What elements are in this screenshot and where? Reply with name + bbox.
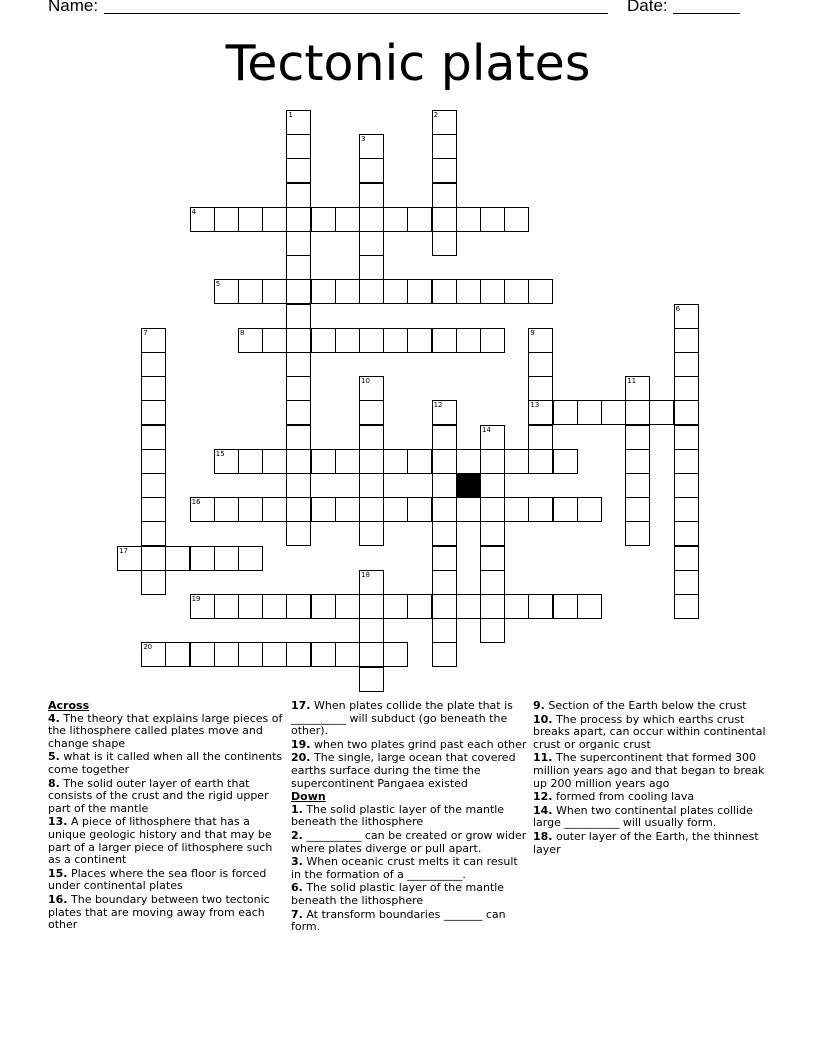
cell-number: 8 [240,328,245,337]
grid-cell[interactable] [141,352,166,377]
grid-cell[interactable] [286,521,311,546]
grid-cell[interactable] [141,473,166,498]
grid-cell[interactable] [480,618,505,643]
clue-number: 2. [291,828,303,842]
grid-cell[interactable] [311,449,336,474]
clue-number: 9. [533,699,545,712]
clue-number: 15. [48,866,68,880]
grid-cell[interactable] [262,642,287,667]
grid-cell[interactable] [359,449,384,474]
grid-cell[interactable] [190,497,215,522]
cell-number: 18 [361,570,370,579]
clue-item [291,909,527,934]
clue-number: 11. [533,751,553,765]
clue-text: outer layer of the Earth, the thinnest layer [533,829,759,856]
grid-cell[interactable] [238,497,263,522]
cell-number: 6 [675,304,681,313]
clues-column-3 [533,700,769,857]
grid-cell[interactable] [504,594,529,619]
clue-text: The process by which earths crust breaks apart, can occur within continental crust or organic crust [533,712,766,751]
grid-cell[interactable] [480,594,505,619]
clue-text: When plates collide the plate that is __________ will subduct (go beneath the other). [291,699,513,738]
grid-cell[interactable] [432,642,457,667]
grid-cell[interactable] [674,594,699,619]
clue-text: The solid plastic layer of the mantle beneath the lithosphere [291,802,505,829]
grid-cell[interactable] [359,497,384,522]
grid-cell[interactable] [141,400,166,425]
grid-cell[interactable] [286,497,311,522]
grid-cell[interactable] [238,546,263,571]
grid-cell[interactable] [141,546,166,571]
cell-number: 2 [433,111,439,119]
down-clue-list [291,804,527,934]
clue-item [291,882,527,907]
grid-cell[interactable] [432,207,457,232]
grid-cell[interactable] [190,594,215,619]
clue-item [291,752,527,790]
grid-cell[interactable] [625,376,650,401]
down-clue-list-continued [533,700,769,856]
grid-cell[interactable] [383,207,408,232]
clue-number: 3. [291,855,303,869]
grid-cell[interactable] [674,449,699,474]
grid-cell[interactable] [383,449,408,474]
cell-number: 20 [143,643,153,652]
clue-text: __________ can be created or grow wider where plates diverge or pull apart. [291,828,527,855]
grid-cell[interactable] [553,449,578,474]
grid-cell[interactable] [286,183,311,208]
grid-cell[interactable] [649,400,674,425]
grid-cell[interactable] [359,667,384,692]
grid-cell[interactable] [577,497,602,522]
grid-cell[interactable] [480,521,505,546]
grid-cell[interactable] [432,134,457,159]
grid-cell[interactable] [432,449,457,474]
grid-cell[interactable] [432,570,457,595]
grid-cell[interactable] [262,449,287,474]
clue-text: When two continental plates collide large __________ will usually form. [533,803,753,830]
clue-text: The theory that explains large pieces of the lithosphere called plates move and change shape [48,711,283,750]
grid-cell[interactable] [286,304,311,329]
grid-cell[interactable] [528,425,553,450]
grid-cell[interactable] [214,642,239,667]
grid-cell[interactable] [335,594,360,619]
clue-text: formed from cooling lava [552,790,695,804]
grid-cell[interactable] [432,497,457,522]
date-label: Date: [627,0,668,15]
grid-cell[interactable] [456,497,481,522]
clue-item [48,778,284,816]
grid-cell[interactable] [238,207,263,232]
grid-cell[interactable] [141,449,166,474]
clue-text: Places where the sea floor is forced under continental plates [48,866,267,893]
grid-cell[interactable] [214,546,239,571]
grid-cell[interactable] [359,425,384,450]
grid-cell[interactable] [359,183,384,208]
grid-cell[interactable] [674,546,699,571]
grid-cell[interactable] [262,497,287,522]
grid-cell[interactable] [432,279,457,304]
grid-cell[interactable] [335,449,360,474]
grid-cell[interactable] [359,618,384,643]
clue-number: 10. [533,712,553,726]
grid-cell[interactable] [359,642,384,667]
grid-cell[interactable] [141,376,166,401]
clue-number: 19. [291,737,311,751]
grid-cell[interactable] [577,594,602,619]
clue-item [533,791,769,804]
grid-cell[interactable] [311,328,336,353]
clue-item [291,830,527,855]
grid-cell[interactable] [407,497,432,522]
grid-cell[interactable] [674,376,699,401]
clue-text: what is it called when all the continents come together [48,750,283,776]
clue-number: 17. [291,699,311,712]
grid-cell[interactable] [480,425,505,450]
grid-cell[interactable] [311,207,336,232]
grid-cell[interactable] [480,279,505,304]
grid-cell[interactable] [335,328,360,353]
grid-cell[interactable] [456,279,481,304]
grid-cell[interactable] [165,546,190,571]
clue-item [533,805,769,830]
clues-column-1 [48,700,284,933]
cell-number: 9 [530,328,535,337]
clue-text: Section of the Earth below the crust [544,699,747,712]
clue-item [533,700,769,713]
grid-cell[interactable] [504,449,529,474]
cell-number: 1 [288,111,293,119]
grid-cell[interactable] [553,594,578,619]
cell-number: 12 [433,401,443,410]
clue-number: 20. [291,751,311,765]
clue-item [48,868,284,893]
cell-number: 4 [191,207,197,216]
grid-cell[interactable] [407,279,432,304]
grid-cell[interactable] [407,328,432,353]
clue-text: A piece of lithosphere that has a unique geologic history and that may be part of a larger piece of lithosphere such as a continent [48,815,273,867]
clue-item [291,804,527,829]
clue-item [291,856,527,881]
grid-cell[interactable] [432,231,457,256]
clue-item [48,751,284,776]
cell-number: 3 [361,135,366,144]
grid-cell[interactable] [165,642,190,667]
grid-cell[interactable] [286,279,311,304]
grid-cell[interactable] [214,594,239,619]
grid-cell[interactable] [117,546,142,571]
page-title: Tectonic plates [225,35,591,92]
grid-cell[interactable] [553,497,578,522]
grid-cell[interactable] [335,497,360,522]
grid-cell[interactable] [359,570,384,595]
across-clue-list [48,713,284,932]
clue-number: 14. [533,803,553,817]
grid-cell[interactable] [190,207,215,232]
cell-number: 11 [627,377,637,386]
grid-cell[interactable] [359,594,384,619]
grid-cell[interactable] [311,279,336,304]
clue-item [48,816,284,866]
grid-cell[interactable] [190,642,215,667]
grid-cell[interactable] [238,642,263,667]
grid-cell[interactable] [456,594,481,619]
clue-number: 18. [533,829,553,843]
grid-cell[interactable] [359,231,384,256]
grid-cell[interactable] [674,328,699,353]
grid-cell[interactable] [311,497,336,522]
grid-cell[interactable] [286,231,311,256]
grid-cell[interactable] [480,473,505,498]
grid-cell[interactable] [407,594,432,619]
grid-cell[interactable] [432,158,457,183]
grid-cell[interactable] [214,497,239,522]
clue-number: 4. [48,711,60,725]
grid-cell[interactable] [674,400,699,425]
grid-cell[interactable] [335,279,360,304]
clue-item [291,700,527,738]
grid-cell[interactable] [238,594,263,619]
grid-cell[interactable] [480,207,505,232]
grid-cell[interactable] [601,400,626,425]
grid-cell[interactable] [577,400,602,425]
down-heading: Down [291,790,326,804]
grid-cell[interactable] [625,425,650,450]
grid-cell[interactable] [286,594,311,619]
clue-item [48,713,284,751]
grid-cell[interactable] [383,279,408,304]
grid-cell[interactable] [141,521,166,546]
grid-cell[interactable] [262,328,287,353]
clue-number: 13. [48,815,68,829]
grid-cell[interactable] [286,158,311,183]
grid-cell[interactable] [286,376,311,401]
across-clue-list-continued [291,700,527,790]
clue-text: The single, large ocean that covered earths surface during the time the supercontinent Pangaea existed [291,751,516,790]
grid-cell[interactable] [359,400,384,425]
clue-item [533,714,769,752]
grid-cell[interactable] [553,400,578,425]
clue-text: At transform boundaries _______ can form. [291,907,506,934]
grid-cell[interactable] [480,449,505,474]
grid-cell[interactable] [214,279,239,304]
clue-number: 1. [291,802,303,816]
grid-cell[interactable] [214,449,239,474]
grid-cell[interactable] [528,328,553,353]
clue-item [533,831,769,856]
grid-cell[interactable] [528,594,553,619]
clue-number: 12. [533,790,553,804]
grid-cell[interactable] [432,110,457,135]
grid-cell[interactable] [286,449,311,474]
grid-cell[interactable] [238,279,263,304]
grid-cell[interactable] [359,158,384,183]
grid-cell[interactable] [359,255,384,280]
grid-cell[interactable] [286,255,311,280]
grid-cell[interactable] [383,642,408,667]
grid-cell[interactable] [286,134,311,159]
clue-number: 7. [291,907,303,921]
grid-cell[interactable] [504,207,529,232]
grid-cell[interactable] [528,279,553,304]
grid-cell[interactable] [504,279,529,304]
grid-cell[interactable] [674,497,699,522]
clue-item [533,752,769,790]
name-label: Name: [48,0,99,15]
grid-cell[interactable] [625,473,650,498]
grid-cell[interactable] [359,207,384,232]
grid-cell[interactable] [432,594,457,619]
grid-cell[interactable] [141,425,166,450]
grid-cell[interactable] [286,352,311,377]
grid-cell[interactable] [238,328,263,353]
grid-cell[interactable] [674,352,699,377]
clue-item [48,894,284,932]
grid-cell[interactable] [674,473,699,498]
grid-cell[interactable] [432,328,457,353]
grid-cell[interactable] [674,304,699,329]
grid-cell[interactable] [432,473,457,498]
grid-cell[interactable] [674,570,699,595]
grid-cell[interactable] [286,400,311,425]
cell-number: 7 [143,328,148,337]
grid-cell[interactable] [262,207,287,232]
cell-number: 13 [530,401,540,410]
grid-cell[interactable] [407,207,432,232]
grid-cell[interactable] [311,594,336,619]
grid-cell[interactable] [456,207,481,232]
grid-cell[interactable] [359,376,384,401]
grid-cell[interactable] [625,449,650,474]
grid-cell[interactable] [504,497,529,522]
across-heading: Across [48,699,90,712]
clue-text: The solid plastic layer of the mantle beneath the lithosphere [291,881,505,907]
grid-cell[interactable] [359,134,384,159]
grid-cell[interactable] [262,279,287,304]
grid-cell[interactable] [528,400,553,425]
clue-text: The boundary between two tectonic plates that are moving away from each other [48,892,270,932]
grid-cell[interactable] [674,521,699,546]
grid-cell[interactable] [286,207,311,232]
clue-text: The solid outer layer of earth that consists of the crust and the rigid upper part of the mantle [48,776,269,815]
grid-cell[interactable] [359,473,384,498]
grid-cell[interactable] [141,328,166,353]
grid-cell[interactable] [238,449,263,474]
grid-cell[interactable] [286,473,311,498]
grid-cell[interactable] [528,352,553,377]
grid-cell[interactable] [480,570,505,595]
grid-cell[interactable] [625,521,650,546]
clues-column-2 [291,700,527,935]
grid-cell[interactable] [674,425,699,450]
grid-cell[interactable] [359,521,384,546]
clue-number: 8. [48,776,60,790]
grid-cell[interactable] [480,546,505,571]
grid-cell[interactable] [286,110,311,135]
grid-cell[interactable] [141,570,166,595]
grid-cell[interactable] [383,594,408,619]
grid-cell[interactable] [432,183,457,208]
grid-cell[interactable] [480,328,505,353]
grid-cell[interactable] [141,642,166,667]
grid-cell[interactable] [383,328,408,353]
cell-number: 17 [119,546,128,555]
grid-cell[interactable] [335,642,360,667]
grid-cell[interactable] [456,328,481,353]
grid-cell[interactable] [432,546,457,571]
clue-text: When oceanic crust melts it can result in the formation of a __________. [291,855,518,881]
grid-cell[interactable] [625,400,650,425]
grid-cell[interactable] [432,618,457,643]
grid-cell[interactable] [359,279,384,304]
grid-cell[interactable] [286,642,311,667]
cell-number: 16 [191,498,201,507]
grid-cell[interactable] [456,449,481,474]
grid-cell[interactable] [528,449,553,474]
grid-cell[interactable] [432,521,457,546]
grid-cell[interactable] [262,594,287,619]
grid-cell[interactable] [141,497,166,522]
cell-number: 5 [215,280,221,289]
grid-cell[interactable] [432,400,457,425]
clue-text: when two plates grind past each other [310,737,527,751]
grid-cell[interactable] [625,497,650,522]
cell-number: 14 [482,425,491,434]
grid-cell[interactable] [214,207,239,232]
grid-cell[interactable] [432,425,457,450]
clue-number: 6. [291,881,303,895]
grid-cell[interactable] [335,207,360,232]
blackout-cell [456,473,481,498]
clue-number: 5. [48,750,60,764]
cell-number: 19 [191,595,201,603]
grid-cell[interactable] [190,546,215,571]
grid-cell[interactable] [407,449,432,474]
clue-number: 16. [48,892,68,906]
grid-cell[interactable] [359,328,384,353]
grid-cell[interactable] [480,497,505,522]
grid-cell[interactable] [286,425,311,450]
grid-cell[interactable] [311,642,336,667]
grid-cell[interactable] [286,328,311,353]
grid-cell[interactable] [528,497,553,522]
grid-cell[interactable] [383,497,408,522]
cell-number: 15 [215,449,225,458]
cell-number: 10 [361,377,370,386]
clue-item [291,739,527,752]
grid-cell[interactable] [528,376,553,401]
clue-text: The supercontinent that formed 300 million years ago and that began to break up 200 million years ago [533,751,765,790]
